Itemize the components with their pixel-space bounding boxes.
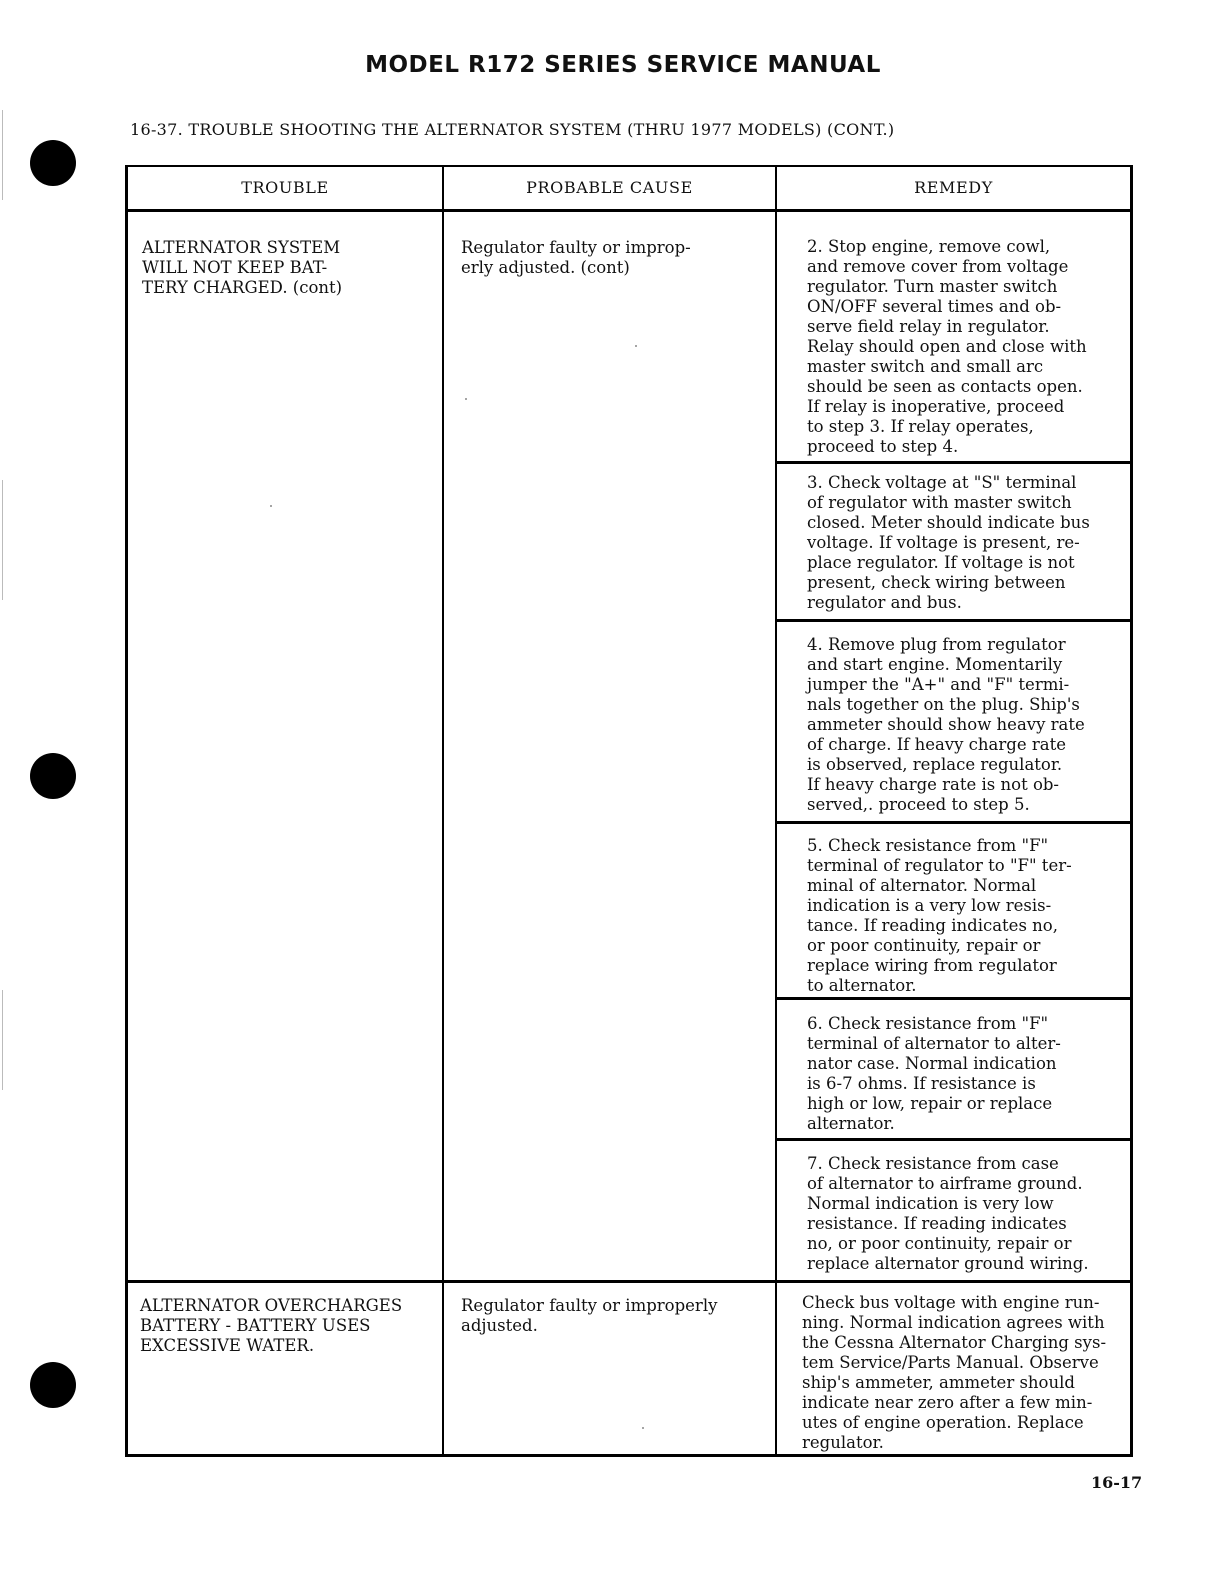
remedy-step: 3. Check voltage at "S" terminal of regulator with master switch closed. Meter should indicate bus voltage. If voltage is present, re- place regulator. If voltage is not present, check wiring between regulator and bus. (807, 473, 1090, 612)
table-border-right (1130, 165, 1133, 1457)
probable-cause-cell: Regulator faulty or improp- erly adjusted. (cont) (461, 238, 691, 277)
table-border-bottom (125, 1454, 1133, 1457)
trouble-cell: ALTERNATOR SYSTEM WILL NOT KEEP BAT- TERY CHARGED. (cont) (142, 238, 343, 297)
page-number: 16-17 (1091, 1473, 1143, 1492)
probable-cause-cell: Regulator faulty or improperly adjusted. (461, 1296, 718, 1335)
remedy-step: 5. Check resistance from "F" terminal of regulator to "F" ter- minal of alternator. Normal indication is a very low resis- tance. If reading indicates no, or poor continuity, repair or replace wiring from regulator to alternator. (807, 836, 1072, 995)
page-title: MODEL R172 SERIES SERVICE MANUAL (365, 52, 881, 78)
binder-hole-bottom (30, 1362, 76, 1408)
column-header-trouble: TROUBLE (241, 178, 329, 197)
remedy-divider (776, 619, 1133, 622)
remedy-divider (776, 997, 1133, 1000)
remedy-divider (776, 821, 1133, 824)
scan-speck (642, 1427, 644, 1429)
binder-hole-top (30, 140, 76, 186)
column-divider (442, 165, 444, 1457)
column-header-remedy: REMEDY (914, 178, 993, 197)
remedy-step: 4. Remove plug from regulator and start engine. Momentarily jumper the "A+" and "F" termi- nals together on the plug. Ship's ammeter should show heavy rate of charge. If heavy charge rate is observed, replace regulator. If heavy charge rate is not ob- served,. proceed to step 5. (807, 635, 1085, 814)
remedy-step: 6. Check resistance from "F" terminal of alternator to alter- nator case. Normal indication is 6-7 ohms. If resistance is high or low, repair or replace alternator. (807, 1014, 1061, 1133)
troubleshooting-table (125, 165, 1133, 1457)
scan-speck (270, 505, 272, 507)
remedy-step: 2. Stop engine, remove cowl, and remove cover from voltage regulator. Turn master switch ON/OFF several times and ob- serve field relay in regulator. Relay should open and close with master switch and small arc should be seen as contacts open. If relay is inoperative, proceed to step 3. If relay operates, proceed to step 4. (807, 237, 1087, 456)
remedy-divider (776, 461, 1133, 464)
scan-speck (465, 398, 467, 400)
remedy-step: Check bus voltage with engine run- ning. Normal indication agrees with the Cessna Alternator Charging sys- tem Service/Parts Manual. Observe ship's ammeter, ammeter should indicate near zero after a few min- utes of engine operation. Replace regulator. (802, 1293, 1107, 1452)
binder-hole-middle (30, 753, 76, 799)
table-border-left (125, 165, 128, 1457)
column-divider (775, 165, 777, 1457)
scan-edge-mark (2, 110, 3, 200)
remedy-divider (776, 1138, 1133, 1141)
section-title: 16-37. TROUBLE SHOOTING THE ALTERNATOR SYSTEM (THRU 1977 MODELS) (CONT.) (130, 120, 895, 139)
row-divider (125, 1280, 1133, 1283)
column-header-probable-cause: PROBABLE CAUSE (526, 178, 693, 197)
scan-edge-mark (2, 990, 3, 1090)
remedy-step: 7. Check resistance from case of alternator to airframe ground. Normal indication is very low resistance. If reading indicates no, or poor continuity, repair or replace alternator ground wiring. (807, 1154, 1089, 1273)
scan-edge-mark (2, 480, 3, 600)
scan-speck (635, 345, 637, 347)
trouble-cell: ALTERNATOR OVERCHARGES BATTERY - BATTERY USES EXCESSIVE WATER. (140, 1296, 403, 1355)
